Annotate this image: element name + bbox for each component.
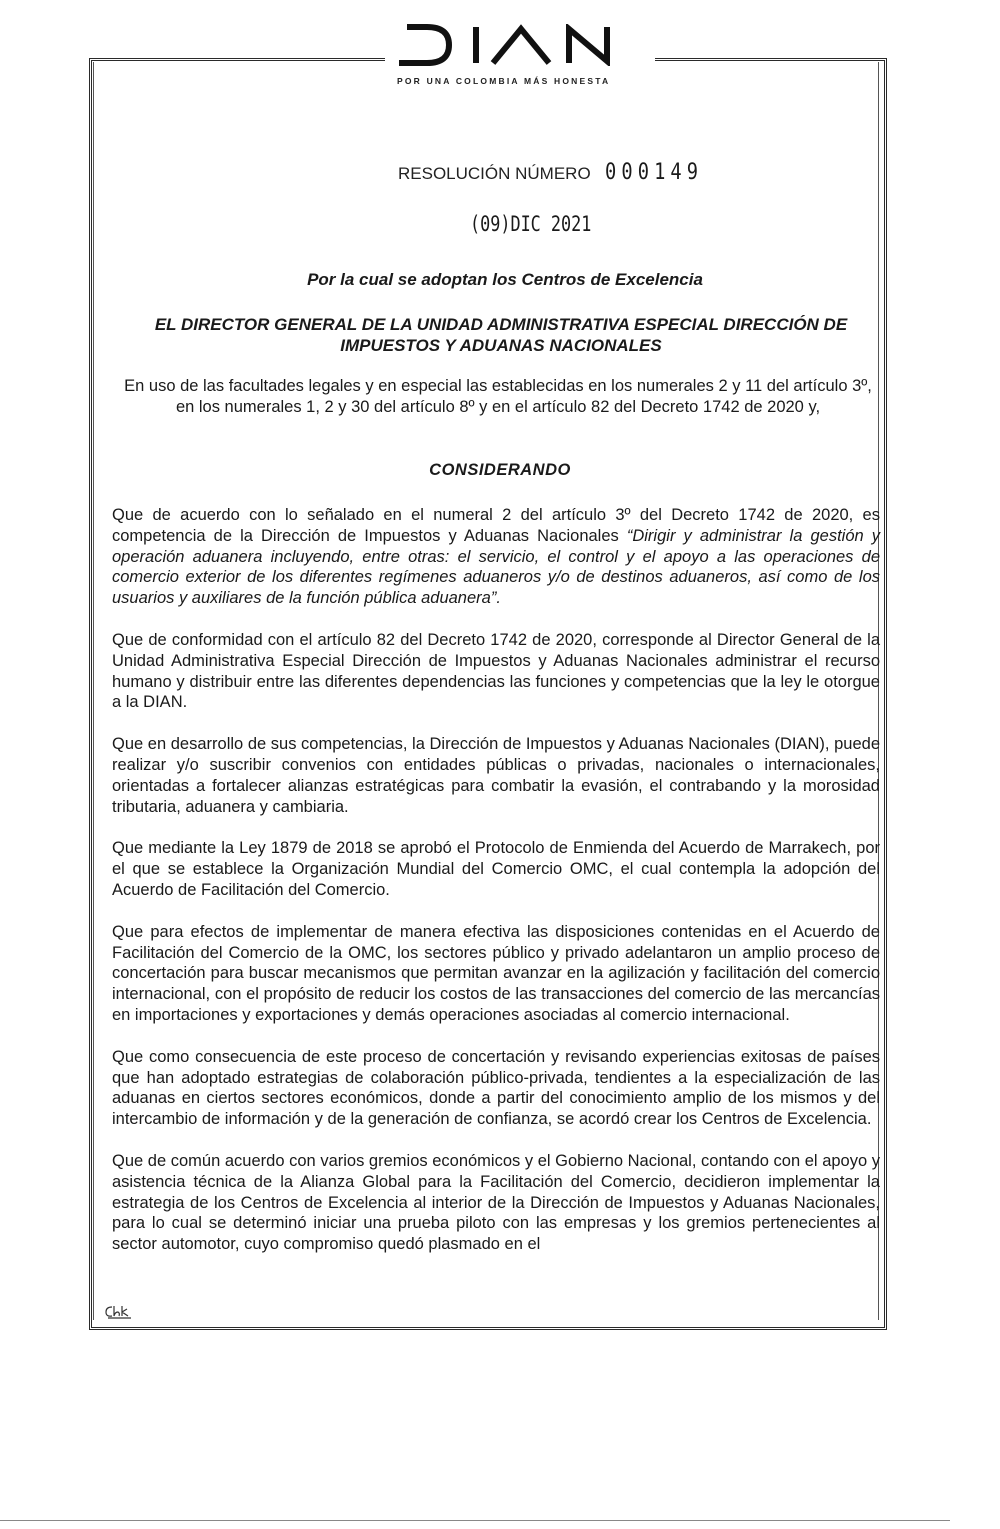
preamble: En uso de las facultades legales y en especial las establecidas en los numerales 2 y 11 del artículo 3º, en los numerales 1, 2 y 30 del artículo 8º y en el artículo 82 del Decreto 1742 de 2020 y, <box>124 377 872 416</box>
dian-logo-icon <box>393 24 643 66</box>
resolution-label: RESOLUCIÓN NÚMERO <box>398 164 591 183</box>
paragraph: Que para efectos de implementar de manera efectiva las disposiciones contenidas en el Acuerdo de Facilitación del Comercio de la OMC, los sectores público y privado adelantaron un amplio proceso de concertación para buscar mecanismos que permitan avanzar en la agilización y facilitación del comercio internacional, con el propósito de reducir los costos de las transacciones del comercio de las mercancías en importaciones y exportaciones y demás operaciones asociadas al comercio internacional. <box>112 922 880 1024</box>
resolution-subject: Por la cual se adoptan los Centros de Excelencia <box>307 270 703 289</box>
bottom-rule <box>0 1520 950 1521</box>
issuing-authority: EL DIRECTOR GENERAL DE LA UNIDAD ADMINISTRATIVA ESPECIAL DIRECCIÓN DE IMPUESTOS Y ADUANAS NACIONALES <box>154 315 848 355</box>
paragraph-text: Que de acuerdo con lo señalado en el numeral 2 del artículo 3º del Decreto 1742 de 2020, es competencia de la Dirección de Impuestos y Aduanas Nacionales <box>112 506 880 545</box>
considerations-body <box>112 505 880 1276</box>
resolution-line <box>398 160 721 185</box>
paragraph: Que de conformidad con el artículo 82 del Decreto 1742 de 2020, corresponde al Director General de la Unidad Administrativa Especial Dirección de Impuestos y Aduanas Nacionales administrar el recurso humano y distribuir entre las diferentes dependencias las funciones y competencias que la ley le otorgue a la DIAN. <box>112 630 880 712</box>
resolution-number: 000149 <box>605 160 704 185</box>
handwritten-initials-icon <box>104 1303 134 1319</box>
paragraph <box>112 505 880 609</box>
paragraph-quote: “Dirigir y administrar la gestión y operación aduanera incluyendo, entre otras: el servicio, el control y el apoyo a las operaciones de comercio exterior de los diferentes regímenes aduaneros y/o de destinos aduaneros, así como de los usuarios y auxiliares de la función pública aduanera”. <box>112 526 881 608</box>
paragraph: Que en desarrollo de sus competencias, la Dirección de Impuestos y Aduanas Nacionales (DIAN), puede realizar y/o suscribir convenios con entidades públicas o privadas, nacionales o internacionales, orientadas a fortalecer alianzas estratégicas para combatir la evasión, el contrabando y la morosidad tributaria, aduanera y cambiaria. <box>112 735 880 816</box>
paragraph: Que de común acuerdo con varios gremios económicos y el Gobierno Nacional, contando con el apoyo y asistencia técnica de la Alianza Global para la Facilitación del Comercio, decidieron implementar la estrategia de los Centros de Excelencia al interior de la Dirección de Impuestos y Aduanas Nacionales, para lo cual se determinó iniciar una prueba piloto con las empresas y los gremios pertenecientes al sector automotor, cuyo compromiso quedó plasmado en el <box>112 1151 880 1254</box>
considerando-heading: CONSIDERANDO <box>429 461 571 479</box>
logo-tagline: POR UNA COLOMBIA MÁS HONESTA <box>397 76 611 86</box>
dian-logo <box>385 18 655 90</box>
paragraph: Que mediante la Ley 1879 de 2018 se aprobó el Protocolo de Enmienda del Acuerdo de Marrakech, por el que se establece la Organización Mundial del Comercio OMC, el cual contempla la adopción del Acuerdo de Facilitación del Comercio. <box>112 839 880 899</box>
paragraph: Que como consecuencia de este proceso de concertación y revisando experiencias exitosas de países que han adoptado estrategias de colaboración público-privada, tendientes a la especialización de las aduanas en ciertos sectores económicos, donde a partir del conocimiento amplio de los mismos y del intercambio de información y de la generación de confianza, se acordó crear los Centros de Excelencia. <box>112 1047 880 1129</box>
resolution-date: (09)DIC 2021 <box>470 212 592 236</box>
